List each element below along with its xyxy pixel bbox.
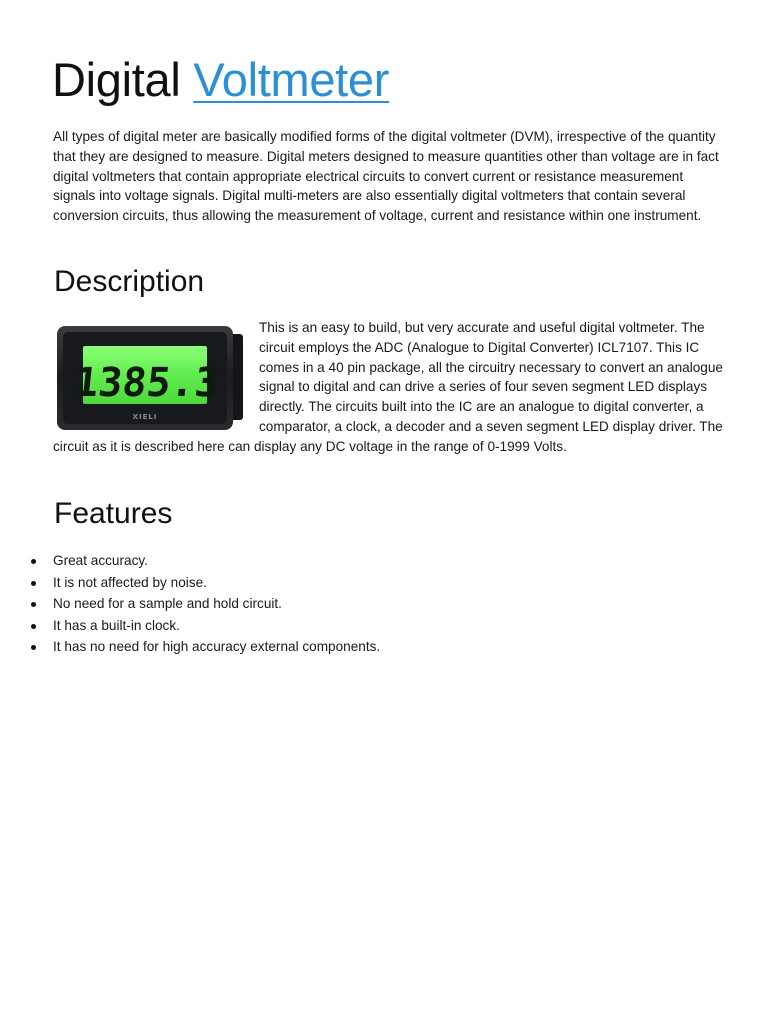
- feature-text: No need for a sample and hold circuit.: [53, 596, 282, 612]
- list-item: [0, 615, 700, 637]
- feature-text: It is not affected by noise.: [53, 574, 207, 590]
- lcd-reading: 1385.3: [71, 360, 222, 406]
- description-paragraph: This is an easy to build, but very accurate and useful digital voltmeter. The circuit employs the ADC (Analogue to Digital Converter) ICL7107. This IC comes in a 40 pin package, all the circuitry necessary to convert an analogue signal to digital and can drive a series of four seven segment LED displays directly. The circuits built into the IC are an analogue to digital converter, a comparator, a clock, a decoder and a seven segment LED display driver. The circuit as it is described here can display any DC voltage in the range of 0-1999 Volts.: [53, 320, 723, 454]
- list-item: [0, 636, 700, 658]
- intro-section: [53, 127, 725, 226]
- list-item: [0, 550, 700, 572]
- feature-text: It has a built-in clock.: [53, 617, 180, 633]
- bullet-icon: [31, 602, 36, 607]
- feature-text: It has no need for high accuracy external components.: [53, 639, 381, 655]
- intro-paragraph: All types of digital meter are basically modified forms of the digital voltmeter (DVM), irrespective of the quantity that they are designed to measure. Digital meters designed to measure quantities other than voltage are in fact digital voltmeters that contain appropriate electrical circuits to convert current or resistance measurement signals into voltage signals. Digital multi-meters are also essentially digital voltmeters that contain several conversion circuits, thus allowing the measurement of voltage, current and resistance within one instrument.: [53, 129, 719, 224]
- bullet-icon: [31, 559, 36, 564]
- feature-text: Great accuracy.: [53, 553, 148, 568]
- bullet-icon: [31, 624, 36, 629]
- description-section: [53, 318, 725, 457]
- title-prefix: Digital: [52, 53, 181, 106]
- page-title: [52, 50, 389, 110]
- panel-meter-illustration: [55, 322, 245, 432]
- bullet-icon: [31, 645, 36, 650]
- features-list: [0, 550, 700, 658]
- features-heading: Features: [54, 497, 173, 530]
- bullet-icon: [31, 581, 36, 586]
- voltmeter-link[interactable]: Voltmeter: [193, 53, 390, 106]
- description-heading: Description: [54, 265, 205, 298]
- list-item: [0, 572, 700, 594]
- voltmeter-image: [55, 322, 245, 432]
- meter-brand: XIELI: [132, 413, 158, 421]
- list-item: [0, 593, 700, 615]
